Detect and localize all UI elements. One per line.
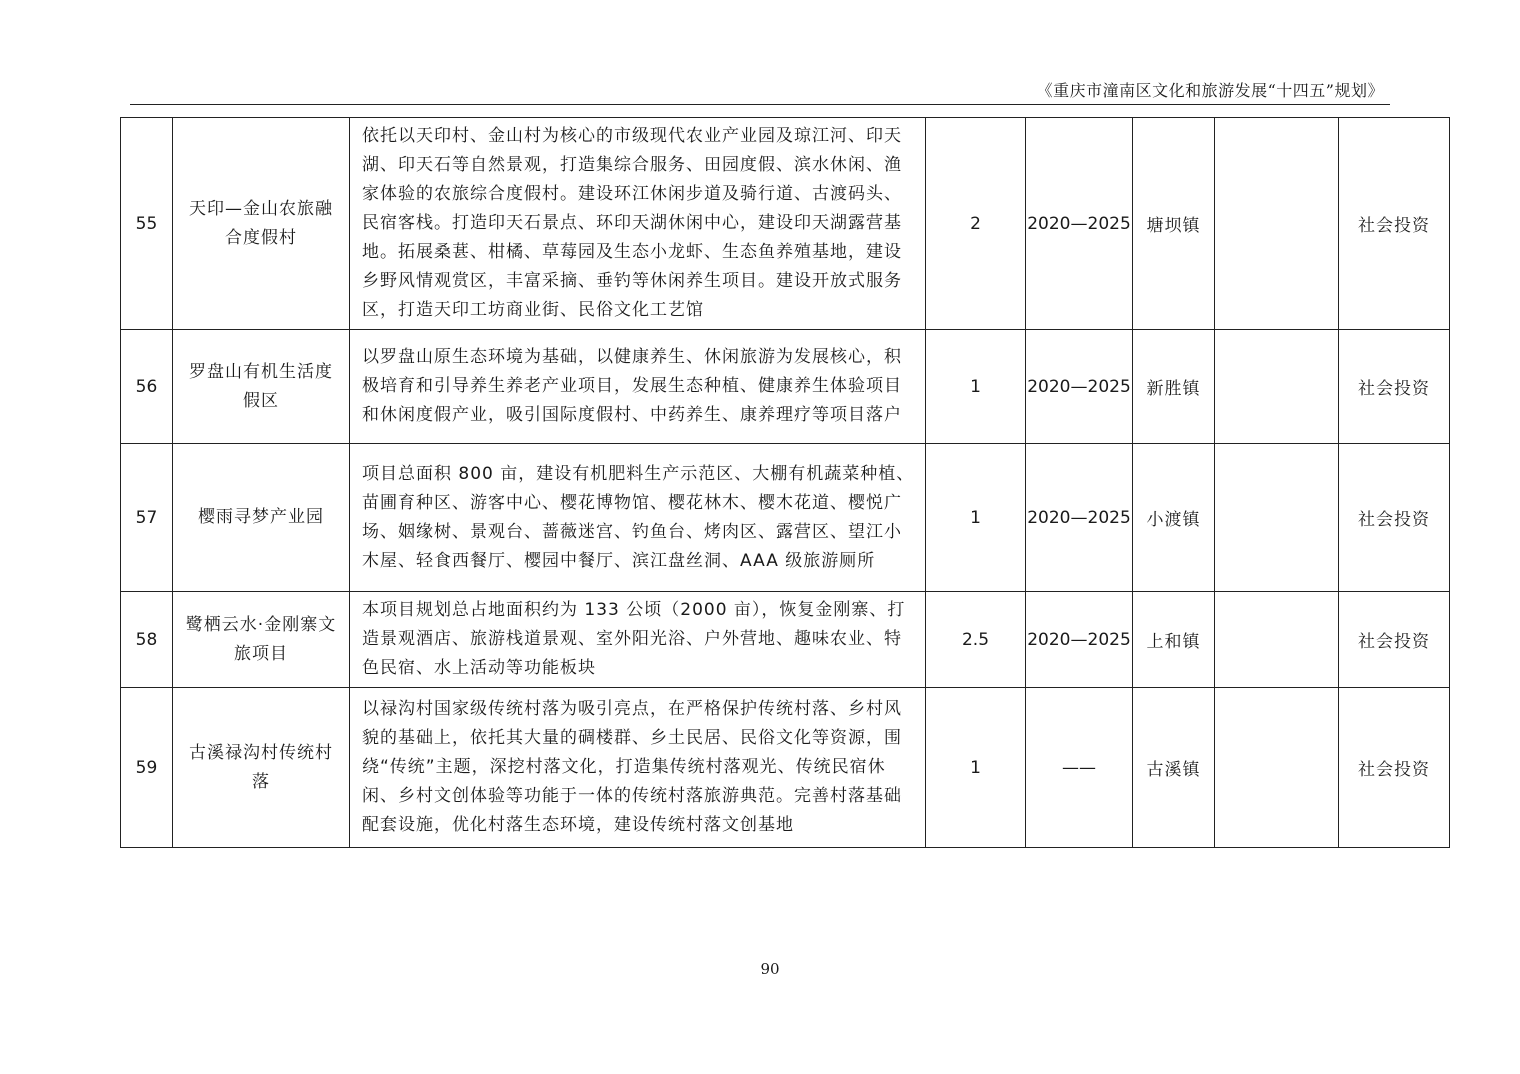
- town: 小渡镇: [1133, 444, 1215, 592]
- page-number: 90: [760, 960, 780, 978]
- town: 塘坝镇: [1133, 118, 1215, 330]
- investment-amount: 2.5: [926, 592, 1026, 688]
- project-name: 罗盘山有机生活度假区: [173, 330, 350, 444]
- town: 古溪镇: [1133, 688, 1215, 848]
- project-description: 以罗盘山原生态环境为基础，以健康养生、休闲旅游为发展核心，积极培育和引导养生养老产业项目，发展生态种植、健康养生体验项目和休闲度假产业，吸引国际度假村、中药养生、康养理疗等项目落户: [350, 330, 926, 444]
- construction-period: ——: [1026, 688, 1133, 848]
- project-table: [120, 117, 1450, 848]
- empty-cell: [1215, 330, 1339, 444]
- funding-source: 社会投资: [1339, 330, 1450, 444]
- table-row: [121, 592, 1450, 688]
- project-name: 鹭栖云水·金刚寨文旅项目: [173, 592, 350, 688]
- investment-amount: 1: [926, 688, 1026, 848]
- empty-cell: [1215, 118, 1339, 330]
- empty-cell: [1215, 688, 1339, 848]
- construction-period: 2020—2025: [1026, 444, 1133, 592]
- investment-amount: 1: [926, 330, 1026, 444]
- town: 上和镇: [1133, 592, 1215, 688]
- construction-period: 2020—2025: [1026, 118, 1133, 330]
- table-row: [121, 330, 1450, 444]
- document-header-title: 《重庆市潼南区文化和旅游发展“十四五”规划》: [1036, 81, 1384, 100]
- investment-amount: 1: [926, 444, 1026, 592]
- project-description: 依托以天印村、金山村为核心的市级现代农业产业园及琼江河、印天湖、印天石等自然景观，打造集综合服务、田园度假、滨水休闲、渔家体验的农旅综合度假村。建设环江休闲步道及骑行道、古渡码头、民宿客栈。打造印天石景点、环印天湖休闲中心，建设印天湖露营基地。拓展桑葚、柑橘、草莓园及生态小龙虾、生态鱼养殖基地，建设乡野风情观赏区，丰富采摘、垂钓等休闲养生项目。建设开放式服务区，打造天印工坊商业街、民俗文化工艺馆: [350, 118, 926, 330]
- funding-source: 社会投资: [1339, 592, 1450, 688]
- row-number: 59: [121, 688, 173, 848]
- project-name: 古溪禄沟村传统村落: [173, 688, 350, 848]
- construction-period: 2020—2025: [1026, 330, 1133, 444]
- funding-source: 社会投资: [1339, 688, 1450, 848]
- row-number: 55: [121, 118, 173, 330]
- table-row: [121, 444, 1450, 592]
- project-description: 本项目规划总占地面积约为 133 公顷（2000 亩），恢复金刚寨、打造景观酒店、旅游栈道景观、室外阳光浴、户外营地、趣味农业、特色民宿、水上活动等功能板块: [350, 592, 926, 688]
- funding-source: 社会投资: [1339, 118, 1450, 330]
- empty-cell: [1215, 444, 1339, 592]
- row-number: 56: [121, 330, 173, 444]
- funding-source: 社会投资: [1339, 444, 1450, 592]
- table-row: [121, 688, 1450, 848]
- row-number: 57: [121, 444, 173, 592]
- project-name: 樱雨寻梦产业园: [173, 444, 350, 592]
- empty-cell: [1215, 592, 1339, 688]
- header-divider: [130, 104, 1390, 105]
- row-number: 58: [121, 592, 173, 688]
- table-row: [121, 118, 1450, 330]
- investment-amount: 2: [926, 118, 1026, 330]
- construction-period: 2020—2025: [1026, 592, 1133, 688]
- town: 新胜镇: [1133, 330, 1215, 444]
- project-name: 天印—金山农旅融合度假村: [173, 118, 350, 330]
- project-description: 以禄沟村国家级传统村落为吸引亮点，在严格保护传统村落、乡村风貌的基础上，依托其大量的碉楼群、乡土民居、民俗文化等资源，围绕“传统”主题，深挖村落文化，打造集传统村落观光、传统民宿休闲、乡村文创体验等功能于一体的传统村落旅游典范。完善村落基础配套设施，优化村落生态环境，建设传统村落文创基地: [350, 688, 926, 848]
- project-description: 项目总面积 800 亩，建设有机肥料生产示范区、大棚有机蔬菜种植、苗圃育种区、游客中心、樱花博物馆、樱花林木、樱木花道、樱悦广场、姻缘树、景观台、蔷薇迷宫、钓鱼台、烤肉区、露营区、望江小木屋、轻食西餐厅、樱园中餐厅、滨江盘丝洞、AAA 级旅游厕所: [350, 444, 926, 592]
